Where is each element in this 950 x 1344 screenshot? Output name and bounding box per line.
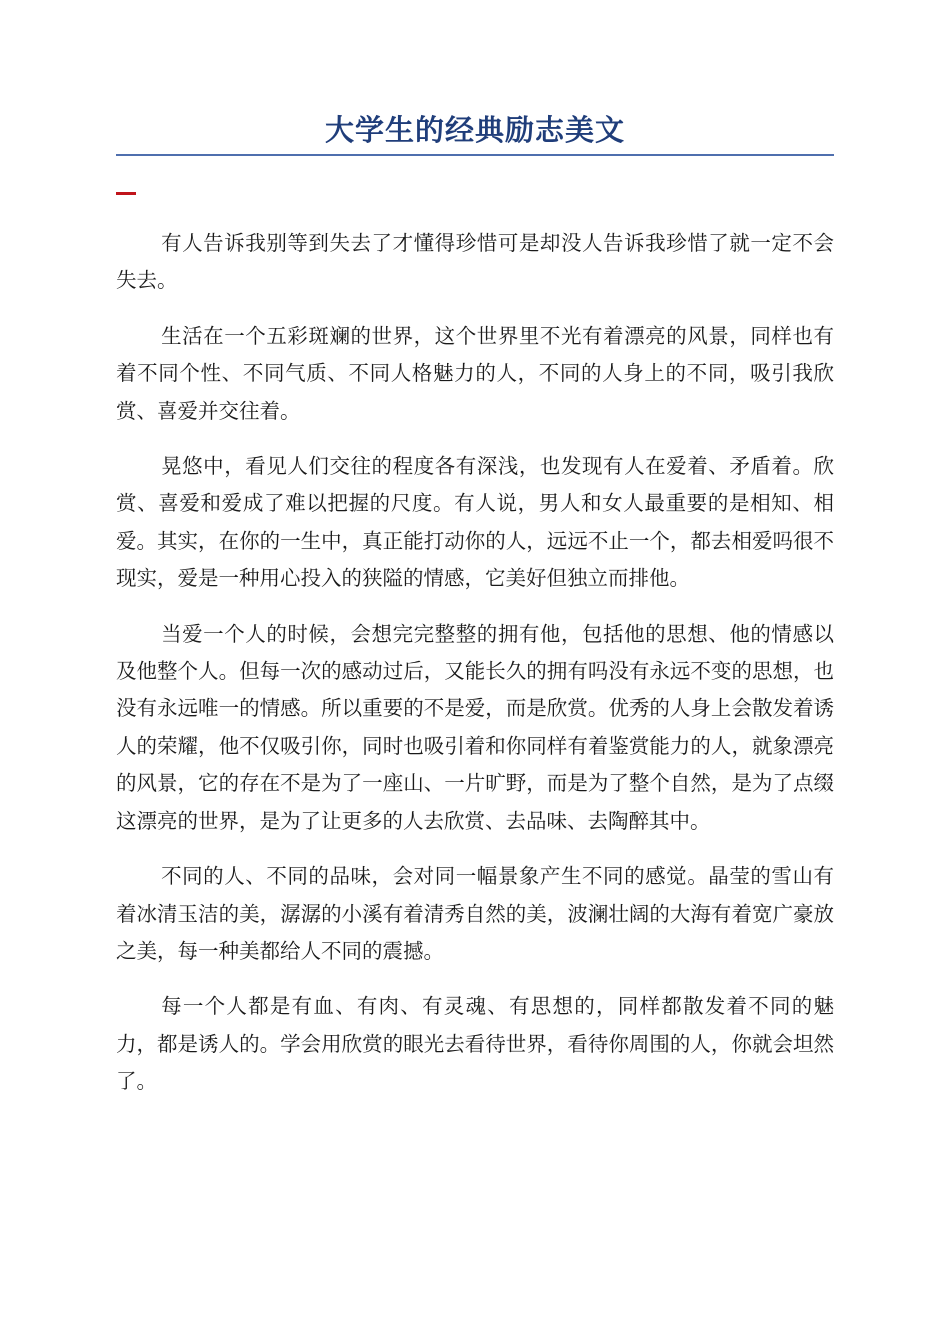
- paragraph-2: 生活在一个五彩斑斓的世界，这个世界里不光有着漂亮的风景，同样也有着不同个性、不同气质、不同人格魅力的人，不同的人身上的不同，吸引我欣赏、喜爱并交往着。: [116, 323, 834, 423]
- paragraph-5: 不同的人、不同的品味，会对同一幅景象产生不同的感觉。晶莹的雪山有着冰清玉洁的美，潺潺的小溪有着清秀自然的美，波澜壮阔的大海有着宽广豪放之美，每一种美都给人不同的震撼。: [116, 864, 834, 963]
- paragraph-3: 晃悠中，看见人们交往的程度各有深浅，也发现有人在爱着、矛盾着。欣赏、喜爱和爱成了难以把握的尺度。有人说，男人和女人最重要的是相知、相爱。其实，在你的一生中，真正能打动你的人，远远不止一个，都去相爱吗很不现实，爱是一种用心投入的狭隘的情感，它美好但独立而排他。: [116, 454, 834, 591]
- title-underline: [116, 154, 834, 156]
- document-title: 大学生的经典励志美文: [324, 113, 625, 147]
- paragraph-4: 当爱一个人的时候，会想完完整整的拥有他，包括他的思想、他的情感以及他整个人。但每一次的感动过后，又能长久的拥有吗没有永远不变的思想，也没有永远唯一的情感。所以重要的不是爱，而是欣赏。优秀的人身上会散发着诱人的荣耀，他不仅吸引你，同时也吸引着和你同样有着鉴赏能力的人，就象漂亮的风景，它的存在不是为了一座山、一片旷野，而是为了整个自然，是为了点缀这漂亮的世界，是为了让更多的人去欣赏、去品味、去陶醉其中。: [116, 621, 834, 833]
- paragraph-6: 每一个人都是有血、有肉、有灵魂、有思想的，同样都散发着不同的魅力，都是诱人的。学会用欣赏的眼光去看待世界，看待你周围的人，你就会坦然了。: [116, 994, 834, 1094]
- section-marker: [116, 192, 136, 195]
- paragraph-1: 有人告诉我别等到失去了才懂得珍惜可是却没人告诉我珍惜了就一定不会失去。: [116, 231, 834, 293]
- document-page: [116, 110, 834, 1119]
- article-body: [116, 225, 834, 1101]
